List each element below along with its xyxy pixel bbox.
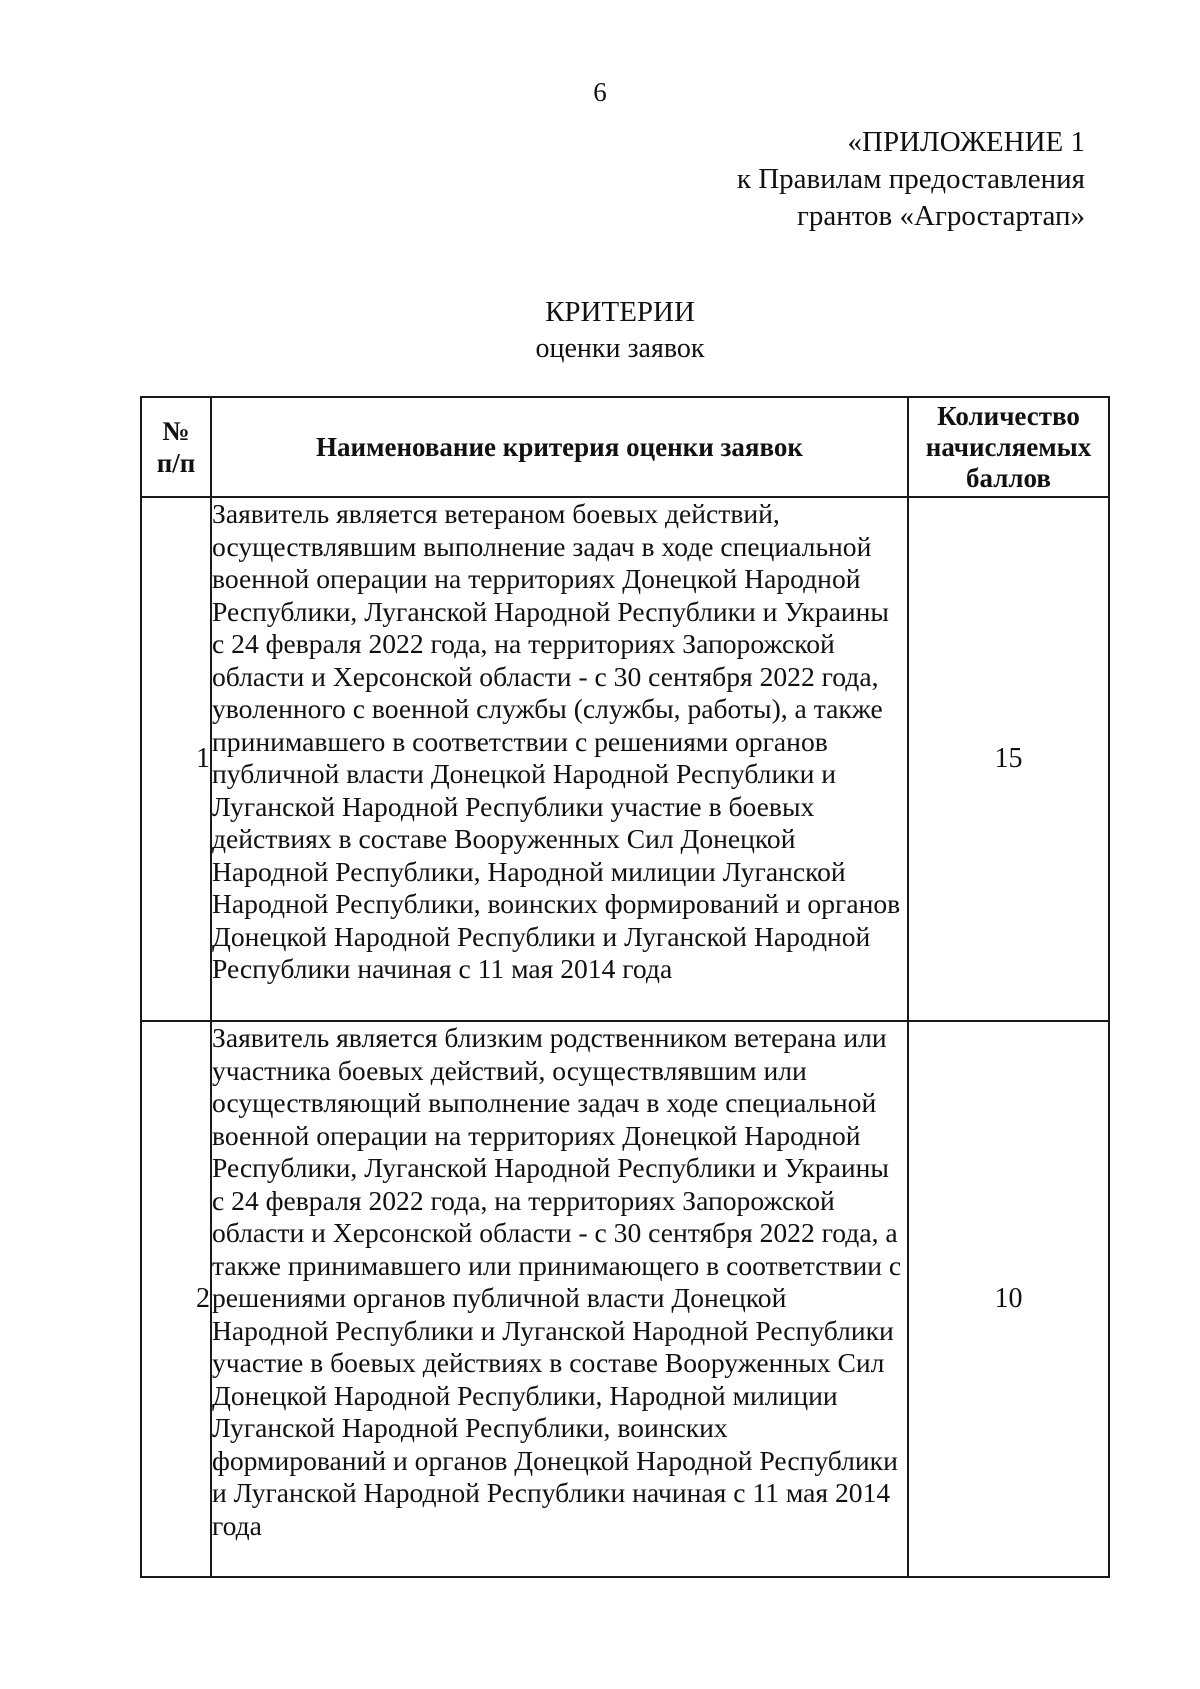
header-points-line-3: баллов: [966, 462, 1051, 493]
criteria-table: [140, 396, 1110, 1578]
points-value: 15: [908, 497, 1109, 1021]
row-number: 2: [141, 1021, 211, 1577]
header-number-line-1: №: [162, 416, 190, 446]
appendix-line-1: «ПРИЛОЖЕНИЕ 1: [847, 126, 1085, 158]
points-value: 10: [908, 1021, 1109, 1577]
appendix-line-3: грантов «Агростартап»: [796, 200, 1085, 232]
header-criterion-name: Наименование критерия оценки заявок: [211, 397, 908, 497]
header-number: [141, 397, 211, 497]
row-number: 1: [141, 497, 211, 1021]
header-number-line-2: п/п: [156, 448, 196, 478]
table-row: [141, 497, 1109, 1021]
table-header-row: [141, 397, 1109, 497]
appendix-line-2: к Правилам предоставления: [736, 163, 1085, 195]
header-points-line-1: Количество: [937, 400, 1080, 431]
header-points-line-2: начисляемых: [925, 431, 1092, 462]
document-subtitle: оценки заявок: [535, 333, 705, 364]
table-row: [141, 1021, 1109, 1577]
appendix-header: [737, 124, 1085, 235]
document-title: КРИТЕРИИ: [545, 296, 695, 328]
criterion-text: Заявитель является ветераном боевых действий, осуществлявшим выполнение задач в ходе специальной военной операции на территориях Донецкой Народной Республики, Луганской Народной Республики и Украины с 24 февраля 2022 года, на территориях Запорожской области и Херсонской области - с 30 сентября 2022 года, уволенного с военной службы (службы, работы), а также принимавшего в соответствии с решениями органов публичной власти Донецкой Народной Республики и Луганской Народной Республики участие в боевых действиях в составе Вооруженных Сил Донецкой Народной Республики, Народной милиции Луганской Народной Республики, воинских формирований и органов Донецкой Народной Республики и Луганской Народной Республики начиная с 11 мая 2014 года: [211, 497, 908, 1021]
header-points: [908, 397, 1109, 497]
criterion-text: Заявитель является близким родственником ветерана или участника боевых действий, осуществлявшим или осуществляющий выполнение задач в ходе специальной военной операции на территориях Донецкой Народной Республики, Луганской Народной Республики и Украины с 24 февраля 2022 года, на территориях Запорожской области и Херсонской области - с 30 сентября 2022 года, а также принимавшего или принимающего в соответствии с решениями органов публичной власти Донецкой Народной Республики и Луганской Народной Республики участие в боевых действиях в составе Вооруженных Сил Донецкой Народной Республики, Народной милиции Луганской Народной Республики, воинских формирований и органов Донецкой Народной Республики и Луганской Народной Республики начиная с 11 мая 2014 года: [211, 1021, 908, 1577]
page-number: 6: [593, 77, 607, 107]
